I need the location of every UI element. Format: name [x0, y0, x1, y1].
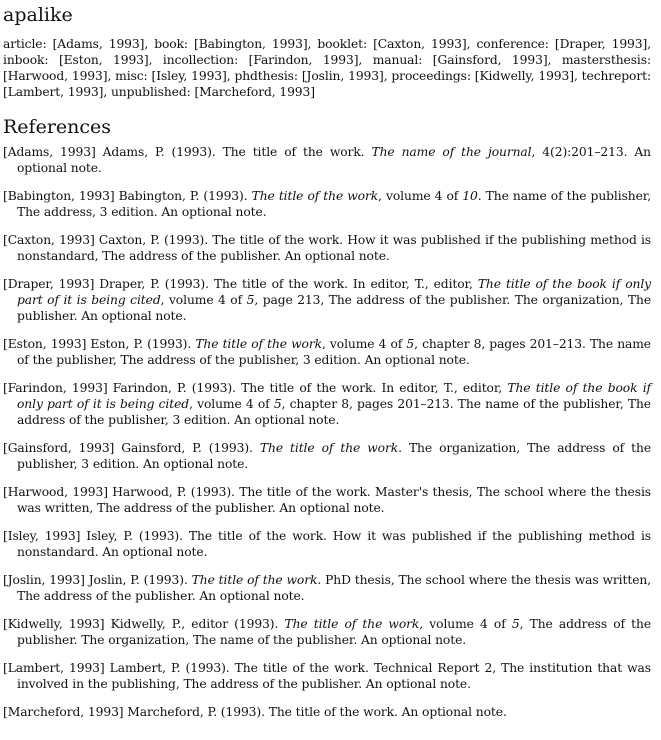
citation-sample-paragraph: article: [Adams, 1993], book: [Babington, 1993], booklet: [Caxton, 1993], conference: [Draper, 1993], inbook: [Eston, 1993], incollection: [Farindon, 1993], manual: [Gainsford, 1993], mastersthesis: [Harwood, 1993], misc: [Isley, 1993], phdthesis: [Joslin, 1993], proceedings: [Kidwelly, 1993], techreport: [Lambert, 1993], unpublished: [Marcheford, 1993]	[3, 37, 651, 99]
reference-list	[3, 144, 651, 720]
reference-item-caxton: [Caxton, 1993] Caxton, P. (1993). The title of the work. How it was published if the publishing method is nonstandard, The address of the publisher. An optional note.	[3, 233, 651, 263]
reference-item-farindon: [Farindon, 1993] Farindon, P. (1993). The title of the work. In editor, T., editor, The title of the book if only part of it is being cited, volume 4 of 5, chapter 8, pages 201–213. The name of the publisher, The address of the publisher, 3 edition. An optional note.	[3, 381, 651, 427]
reference-item-lambert: [Lambert, 1993] Lambert, P. (1993). The title of the work. Technical Report 2, The institution that was involved in the publishing, The address of the publisher. An optional note.	[3, 661, 651, 691]
reference-item-eston: [Eston, 1993] Eston, P. (1993). The title of the work, volume 4 of 5, chapter 8, pages 201–213. The name of the publisher, The address of the publisher, 3 edition. An optional note.	[3, 337, 651, 367]
reference-item-draper: [Draper, 1993] Draper, P. (1993). The title of the work. In editor, T., editor, The title of the book if only part of it is being cited, volume 4 of 5, page 213, The address of the publisher. The organization, The publisher. An optional note.	[3, 277, 652, 323]
style-title: apalike	[3, 4, 73, 26]
reference-item-marcheford: [Marcheford, 1993] Marcheford, P. (1993). The title of the work. An optional note.	[3, 705, 507, 719]
reference-item-harwood: [Harwood, 1993] Harwood, P. (1993). The title of the work. Master's thesis, The school where the thesis was written, The address of the publisher. An optional note.	[3, 485, 651, 515]
reference-item-kidwelly: [Kidwelly, 1993] Kidwelly, P., editor (1993). The title of the work, volume 4 of 5, The address of the publisher. The organization, The name of the publisher. An optional note.	[3, 617, 652, 647]
reference-item-adams: [Adams, 1993] Adams, P. (1993). The title of the work. The name of the journal, 4(2):201–213. An optional note.	[3, 145, 651, 175]
reference-item-isley: [Isley, 1993] Isley, P. (1993). The title of the work. How it was published if the publishing method is nonstandard. An optional note.	[3, 529, 651, 559]
references-heading: References	[3, 116, 112, 138]
reference-item-gainsford: [Gainsford, 1993] Gainsford, P. (1993). The title of the work. The organization, The address of the publisher, 3 edition. An optional note.	[3, 441, 651, 471]
reference-item-joslin: [Joslin, 1993] Joslin, P. (1993). The title of the work. PhD thesis, The school where the thesis was written, The address of the publisher. An optional note.	[3, 573, 651, 603]
reference-item-babington: [Babington, 1993] Babington, P. (1993). The title of the work, volume 4 of 10. The name of the publisher, The address, 3 edition. An optional note.	[3, 189, 652, 219]
